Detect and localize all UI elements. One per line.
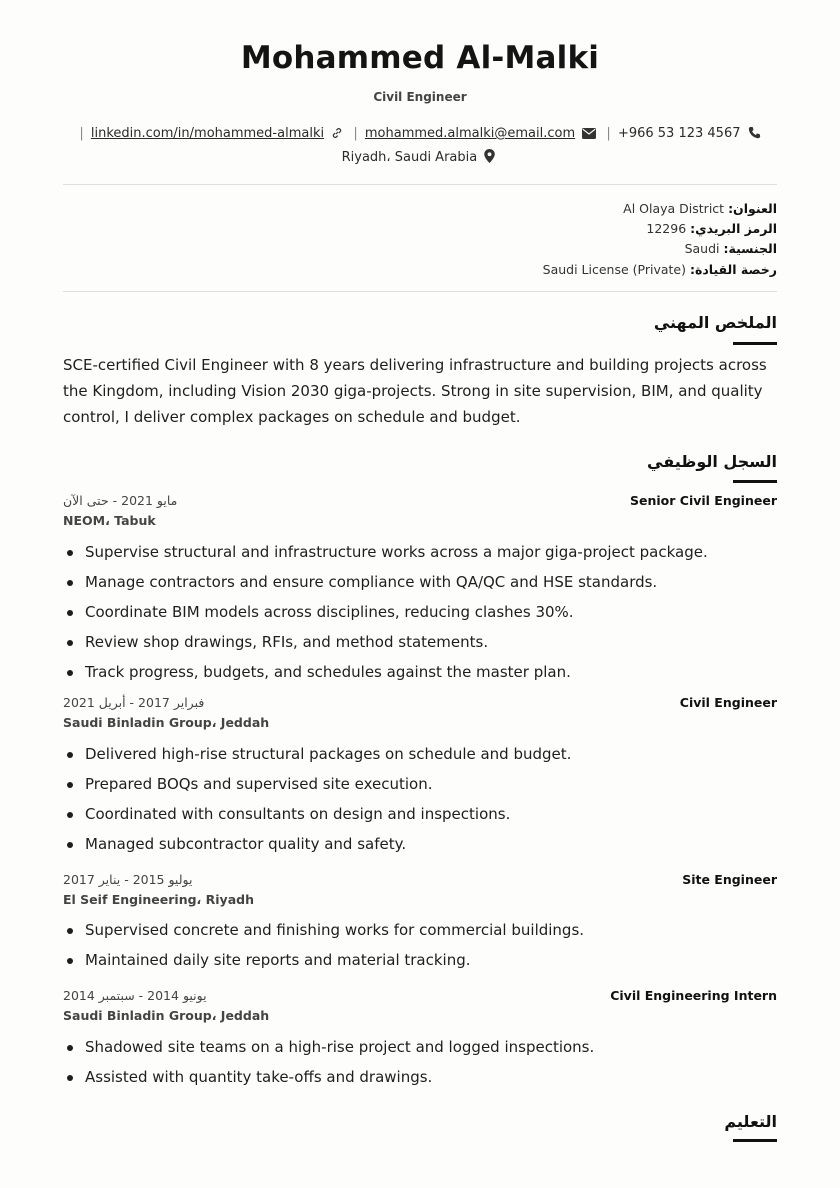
list-item: Manage contractors and ensure compliance with QA/QC and HSE standards. (63, 571, 777, 601)
job-company: El Seif Engineering، Riyadh (63, 892, 254, 907)
heading-underline (733, 480, 777, 483)
education-heading: التعليم (724, 1112, 777, 1131)
heading-underline (733, 342, 777, 345)
separator: | (79, 126, 84, 141)
list-item: Delivered high-rise structural packages on schedule and budget. (63, 743, 777, 773)
summary-heading: الملخص المهني (653, 313, 777, 332)
envelope-icon (582, 128, 596, 139)
divider (63, 184, 777, 185)
phone-number[interactable]: +966 53 123 4567 (617, 126, 741, 141)
contact-line (63, 126, 777, 141)
list-item: Managed subcontractor quality and safety. (63, 833, 777, 863)
list-item: Assisted with quantity take-offs and drawings. (63, 1066, 777, 1096)
list-item: Shadowed site teams on a high-rise project and logged inspections. (63, 1036, 777, 1066)
list-item: Coordinated with consultants on design and inspections. (63, 803, 777, 833)
detail-postal-code: الرمز البريدي: 12296 (646, 221, 777, 237)
job-dates: فبراير 2017 - أبريل 2021 (63, 695, 205, 710)
experience-heading: السجل الوظيفي (647, 452, 777, 471)
detail-address: العنوان: Al Olaya District (623, 201, 777, 216)
map-pin-icon (484, 149, 495, 163)
job-bullets (63, 743, 777, 863)
job-bullets (63, 541, 777, 691)
list-item: Coordinate BIM models across disciplines, reducing clashes 30%. (63, 601, 777, 631)
link-icon (331, 127, 343, 139)
job-title: Site Engineer (682, 872, 777, 887)
job-bullets (63, 1036, 777, 1096)
job-dates: يوليو 2015 - يناير 2017 (63, 872, 193, 887)
summary-text: SCE-certified Civil Engineer with 8 years delivering infrastructure and building projects across the Kingdom, including Vision 2030 giga-projects. Strong in site supervision, BIM, and quality control, I deliver complex packages on schedule and budget. (63, 356, 767, 426)
separator: | (606, 126, 611, 141)
detail-driving-license: رخصة القيادة: Saudi License (Private) (542, 261, 777, 277)
location-line (63, 149, 777, 165)
job-company: Saudi Binladin Group، Jeddah (63, 715, 270, 730)
list-item: Prepared BOQs and supervised site execution. (63, 773, 777, 803)
job-company: Saudi Binladin Group، Jeddah (63, 1008, 270, 1023)
candidate-role: Civil Engineer (373, 90, 467, 104)
separator: | (353, 126, 358, 141)
job-title: Civil Engineering Intern (610, 988, 777, 1003)
job-dates: يونيو 2014 - سبتمبر 2014 (63, 988, 207, 1003)
personal-details (543, 199, 777, 280)
list-item: Supervised concrete and finishing works for commercial buildings. (63, 919, 777, 949)
list-item: Track progress, budgets, and schedules against the master plan. (63, 661, 777, 691)
list-item: Review shop drawings, RFIs, and method statements. (63, 631, 777, 661)
location-text: Riyadh، Saudi Arabia (341, 150, 478, 165)
job-title: Senior Civil Engineer (630, 493, 777, 508)
email-link[interactable]: mohammed.almalki@email.com (364, 126, 576, 141)
list-item: Maintained daily site reports and material tracking. (63, 949, 777, 979)
job-bullets (63, 919, 777, 979)
list-item: Supervise structural and infrastructure works across a major giga-project package. (63, 541, 777, 571)
job-company: NEOM، Tabuk (63, 513, 156, 528)
detail-nationality: الجنسية: Saudi (684, 241, 777, 257)
heading-underline (733, 1139, 777, 1142)
candidate-name: Mohammed Al-Malki (240, 40, 600, 76)
job-title: Civil Engineer (679, 695, 777, 710)
divider (63, 291, 777, 292)
job-dates: مايو 2021 - حتى الآن (63, 493, 178, 508)
phone-icon (748, 126, 761, 139)
linkedin-link[interactable]: linkedin.com/in/mohammed-almalki (90, 126, 325, 141)
